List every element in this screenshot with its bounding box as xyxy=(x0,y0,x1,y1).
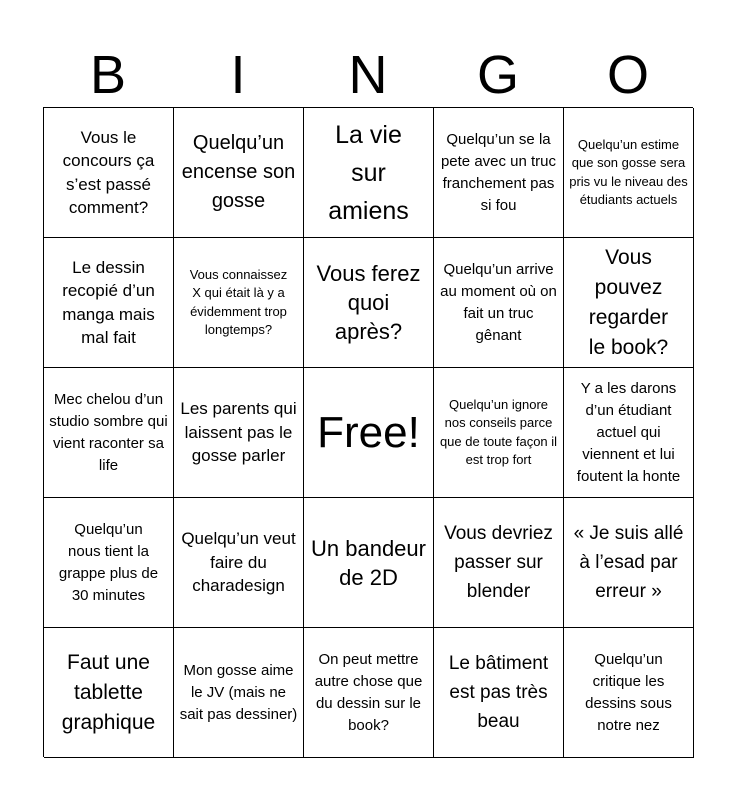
bingo-cell-r4c4[interactable] xyxy=(434,498,564,628)
bingo-cell-text: Quelqu’un ignore nos conseils parce que de toute façon il est trop fort xyxy=(439,396,558,467)
bingo-cell-text: Le bâtiment est pas très beau xyxy=(448,653,549,732)
bingo-cell-r2c1[interactable] xyxy=(44,238,174,368)
bingo-cell-text: Mec chelou d’un studio sombre qui vient raconter sa life xyxy=(49,390,168,474)
bingo-cell-text: Quelqu’un critique les dessins sous notre nez xyxy=(585,650,672,734)
bingo-cell-r2c2[interactable] xyxy=(174,238,304,368)
bingo-cell-r2c4[interactable] xyxy=(434,238,564,368)
bingo-cell-r4c5[interactable] xyxy=(564,498,694,628)
header-letter-o: O xyxy=(606,45,649,105)
bingo-cell-r5c3[interactable] xyxy=(304,628,434,758)
bingo-cell-r4c2[interactable] xyxy=(174,498,304,628)
bingo-cell-r1c5[interactable] xyxy=(564,108,694,238)
header-letter-i: I xyxy=(230,45,246,105)
header-letter-n: N xyxy=(348,45,388,105)
bingo-cell-text: Quelqu’un estime que son gosse sera pris vu le niveau des étudiants actuels xyxy=(569,136,688,207)
bingo-cell-r3c4[interactable] xyxy=(434,368,564,498)
header-letter-g: G xyxy=(476,45,519,105)
bingo-cell-text: Quelqu’un veut faire du charadesign xyxy=(181,529,296,596)
bingo-cell-r3c3[interactable] xyxy=(304,368,434,498)
bingo-cell-r2c3[interactable] xyxy=(304,238,434,368)
bingo-cell-text: Vous le concours ça s’est passé comment? xyxy=(62,127,155,217)
bingo-cell-r5c4[interactable] xyxy=(434,628,564,758)
bingo-cell-r5c1[interactable] xyxy=(44,628,174,758)
bingo-cell-text: Quelqu’un se la pete avec un truc franchement pas si fou xyxy=(440,130,557,214)
bingo-cell-r1c2[interactable] xyxy=(174,108,304,238)
bingo-cell-r1c1[interactable] xyxy=(44,108,174,238)
bingo-cell-r4c1[interactable] xyxy=(44,498,174,628)
bingo-cell-r5c2[interactable] xyxy=(174,628,304,758)
header-letter-b: B xyxy=(89,45,127,105)
bingo-cell-r4c3[interactable] xyxy=(304,498,434,628)
bingo-cell-text: Vous ferez quoi après? xyxy=(316,261,421,344)
bingo-cell-r1c4[interactable] xyxy=(434,108,564,238)
bingo-cell-text: Vous pouvez regarder le book? xyxy=(588,245,669,359)
bingo-cell-text: La vie sur amiens xyxy=(328,120,409,225)
bingo-cell-r3c1[interactable] xyxy=(44,368,174,498)
bingo-cell-text: Les parents qui laissent pas le gosse parler xyxy=(180,399,297,466)
bingo-header xyxy=(43,44,693,106)
bingo-cell-text: Le dessin recopié d’un manga mais mal fait xyxy=(62,257,155,347)
bingo-cell-text: Quelqu’un encense son gosse xyxy=(181,132,296,212)
bingo-cell-text: Vous devriez passer sur blender xyxy=(444,523,553,602)
bingo-cell-r1c3[interactable] xyxy=(304,108,434,238)
bingo-cell-text: On peut mettre autre chose que du dessin sur le book? xyxy=(314,650,423,734)
bingo-cell-text: Vous connaissez X qui était là y a évidemment trop longtemps? xyxy=(189,266,288,337)
bingo-cell-text: Quelqu’un nous tient la grappe plus de 30 minutes xyxy=(58,520,159,604)
bingo-cell-r3c5[interactable] xyxy=(564,368,694,498)
bingo-cell-text: Faut une tablette graphique xyxy=(61,650,156,734)
free-space: Free! xyxy=(317,407,420,457)
bingo-grid xyxy=(43,107,693,757)
bingo-cell-text: Quelqu’un arrive au moment où on fait un truc gênant xyxy=(440,260,557,344)
bingo-cell-r3c2[interactable] xyxy=(174,368,304,498)
bingo-cell-r2c5[interactable] xyxy=(564,238,694,368)
bingo-cell-text: Y a les darons d’un étudiant actuel qui viennent et lui foutent la honte xyxy=(576,379,681,485)
bingo-cell-text: « Je suis allé à l’esad par erreur » xyxy=(573,523,684,602)
bingo-cell-r5c5[interactable] xyxy=(564,628,694,758)
bingo-cell-text: Mon gosse aime le JV (mais ne sait pas dessiner) xyxy=(179,661,298,723)
bingo-cell-text: Un bandeur de 2D xyxy=(311,535,426,590)
